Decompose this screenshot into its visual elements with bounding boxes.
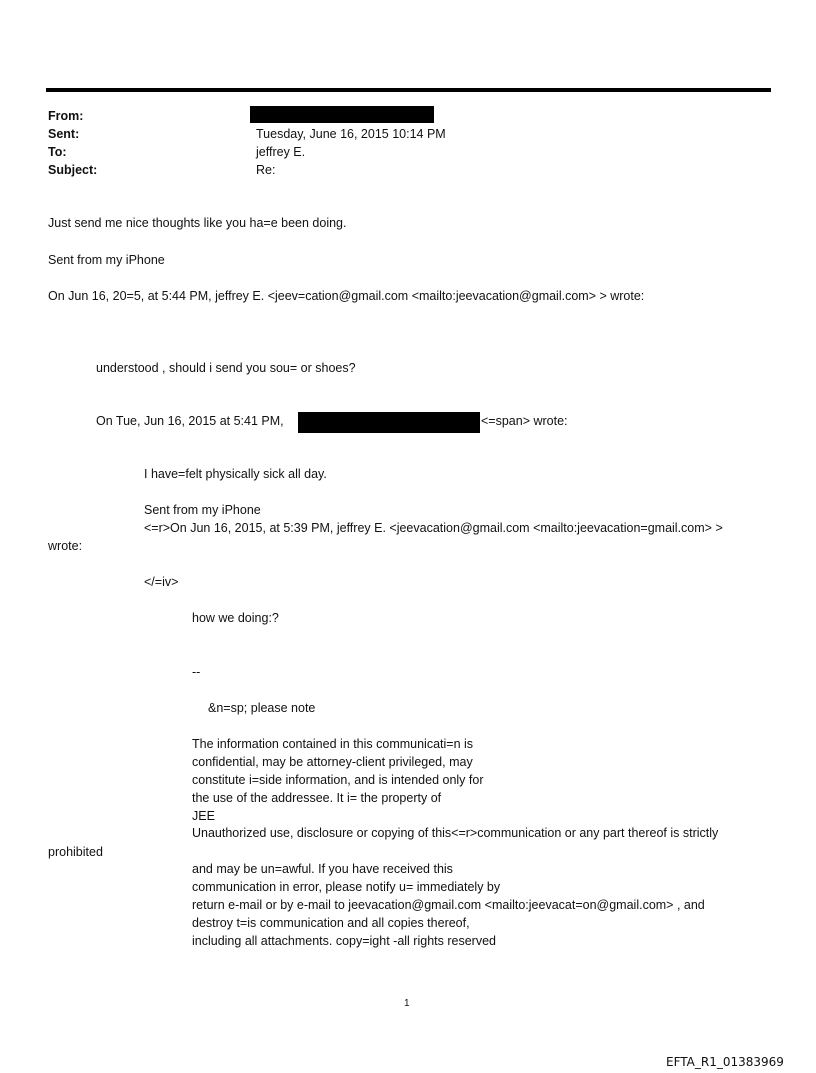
disclaimer-line: confidential, may be attorney-client privileged, may xyxy=(192,755,473,769)
quote2-line: <=r>On Jun 16, 2015, at 5:39 PM, jeffrey E. <jeevacation@gmail.com <mailto:jeevacation=gmail.com> > xyxy=(144,521,723,535)
disclaimer-line: destroy t=is communication and all copies thereof, xyxy=(192,916,470,930)
sent-value: Tuesday, June 16, 2015 10:14 PM xyxy=(256,127,446,141)
quote1-line: understood , should i send you sou= or shoes? xyxy=(96,361,356,375)
redacted-sender xyxy=(298,412,480,433)
quote1-on: On Tue, Jun 16, 2015 at 5:41 PM, xyxy=(96,414,284,428)
subject-value: Re: xyxy=(256,163,276,177)
from-label: From: xyxy=(48,109,84,123)
disclaimer-line: JEE xyxy=(192,809,215,823)
subject-label: Subject: xyxy=(48,163,98,177)
quote2-line: I have=felt physically sick all day. xyxy=(144,467,327,481)
page-number: 1 xyxy=(404,998,410,1009)
quote1-on-suffix: <=span> wrote: xyxy=(481,414,568,428)
quote2-line: </=iv> xyxy=(144,575,179,589)
document-id: EFTA_R1_01383969 xyxy=(666,1055,784,1069)
disclaimer-line: return e-mail or by e-mail to jeevacation@gmail.com <mailto:jeevacat=on@gmail.com> , and xyxy=(192,898,705,912)
disclaimer-line: Unauthorized use, disclosure or copying of this<=r>communication or any part thereof is strictly xyxy=(192,826,719,840)
quote2-line: Sent from my iPhone xyxy=(144,503,261,517)
disclaimer-line: the use of the addressee. It i= the property of xyxy=(192,791,442,805)
quote3-line: how we doing:? xyxy=(192,611,279,625)
header-rule xyxy=(46,88,771,92)
to-label: To: xyxy=(48,145,67,159)
disclaimer-line: including all attachments. copy=ight -all rights reserved xyxy=(192,934,496,948)
body-line: On Jun 16, 20=5, at 5:44 PM, jeffrey E. <jeev=cation@gmail.com <mailto:jeevacation@gmail.com> > wrote: xyxy=(48,289,645,303)
disclaimer-line: communication in error, please notify u= immediately by xyxy=(192,880,501,894)
body-line: Just send me nice thoughts like you ha=e been doing. xyxy=(48,216,347,230)
signature-note: &n=sp; please note xyxy=(208,701,316,715)
body-line: Sent from my iPhone xyxy=(48,253,165,267)
disclaimer-line: and may be un=awful. If you have received this xyxy=(192,862,453,876)
sent-label: Sent: xyxy=(48,127,80,141)
disclaimer-line: prohibited xyxy=(48,845,103,859)
disclaimer-line: constitute i=side information, and is intended only for xyxy=(192,773,484,787)
disclaimer-line: The information contained in this communicati=n is xyxy=(192,737,474,751)
redacted-from xyxy=(250,106,434,123)
quote2-line: wrote: xyxy=(48,539,83,553)
signature-dash: -- xyxy=(192,665,201,679)
to-value: jeffrey E. xyxy=(256,145,306,159)
